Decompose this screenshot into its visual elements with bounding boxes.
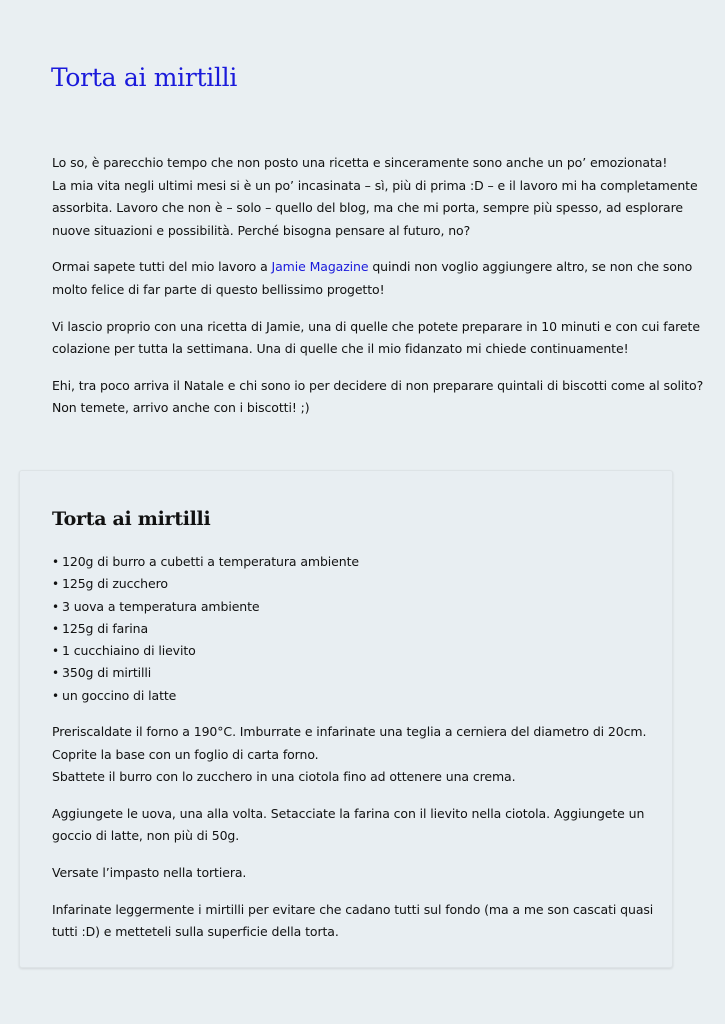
bullet-icon: • — [52, 555, 59, 569]
ingredient-text: un goccino di latte — [62, 687, 177, 703]
ingredient-text: 120g di burro a cubetti a temperatura ambiente — [62, 554, 359, 569]
text-line — [52, 256, 693, 279]
text-line: assorbita. Lavoro che non è – solo – quello del blog, ma che mi porta, sempre più spesso, ad esplorare — [52, 200, 683, 216]
text-line: Infarinate leggermente i mirtilli per evitare che cadano tutti sul fondo (ma a me son cascati quasi — [52, 901, 654, 917]
ingredient-item — [52, 618, 359, 640]
ingredient-text: 350g di mirtilli — [62, 665, 152, 681]
bullet-icon: • — [52, 621, 59, 636]
text-line: Aggiungete le uova, una alla volta. Setacciate la farina con il lievito nella ciotola. Aggiungete un — [52, 805, 645, 821]
ingredient-item — [52, 640, 359, 662]
recipe-title: Torta ai mirtilli — [52, 508, 211, 530]
ingredient-item — [52, 551, 359, 573]
bullet-icon: • — [52, 644, 59, 659]
article-intro — [52, 152, 704, 434]
intro-paragraph-3 — [52, 316, 700, 361]
bullet-icon: • — [52, 577, 59, 592]
ingredient-item — [52, 685, 359, 707]
recipe-steps — [52, 721, 652, 958]
text-line: Vi lascio proprio con una ricetta di Jamie, una di quelle che potete preparare in 10 minuti e con cui farete — [52, 318, 700, 334]
ingredient-item — [52, 662, 359, 684]
text-line: Preriscaldate il forno a 190°C. Imburrate e infarinate una teglia a cerniera del diametro di 20cm. — [52, 724, 647, 739]
ingredient-list — [52, 551, 359, 707]
text-line: nuove situazioni e possibilità. Perché bisogna pensare al futuro, no? — [52, 222, 471, 238]
text-line: Coprite la base con un foglio di carta forno. — [52, 746, 319, 762]
text-line: Lo so, è parecchio tempo che non posto una ricetta e sinceramente sono anche un po’ emozionata! — [52, 155, 668, 170]
step-paragraph-3 — [52, 862, 652, 885]
ingredient-text: 3 uova a temperatura ambiente — [62, 598, 260, 614]
bullet-icon: • — [52, 599, 59, 614]
ingredient-text: 125g di farina — [62, 620, 149, 636]
text-line: molto felice di far parte di questo bellissimo progetto! — [52, 281, 385, 297]
text-fragment: Ormai sapete tutti del mio lavoro a — [52, 259, 272, 275]
text-line: Ehi, tra poco arriva il Natale e chi sono io per decidere di non preparare quintali di biscotti come al solito? — [52, 377, 704, 393]
ingredient-item — [52, 596, 359, 618]
step-paragraph-2 — [52, 803, 652, 848]
text-fragment: quindi non voglio aggiungere altro, se non che sono — [368, 259, 693, 275]
step-paragraph-1 — [52, 721, 652, 789]
text-line: La mia vita negli ultimi mesi si è un po’ incasinata – sì, più di prima :D – e il lavoro mi ha completamente — [52, 177, 698, 193]
text-line: goccio di latte, non più di 50g. — [52, 828, 240, 844]
text-line: Versate l’impasto nella tortiera. — [52, 864, 247, 880]
text-line: colazione per tutta la settimana. Una di quelle che il mio fidanzato mi chiede continuamente! — [52, 341, 629, 357]
intro-paragraph-2 — [52, 256, 693, 301]
bullet-icon: • — [52, 688, 59, 703]
ingredient-item — [52, 573, 359, 595]
jamie-magazine-link[interactable]: Jamie Magazine — [271, 259, 369, 275]
step-paragraph-4 — [52, 899, 652, 944]
bullet-icon: • — [52, 666, 59, 681]
text-line: tutti :D) e metteteli sulla superficie della torta. — [52, 924, 339, 940]
ingredient-text: 1 cucchiaino di lievito — [62, 643, 196, 659]
intro-paragraph-4 — [52, 375, 704, 420]
text-line: Sbattete il burro con lo zucchero in una ciotola fino ad ottenere una crema. — [52, 769, 516, 785]
ingredient-text: 125g di zucchero — [62, 576, 168, 592]
text-line: Non temete, arrivo anche con i biscotti! ;) — [52, 400, 310, 416]
intro-paragraph-1 — [52, 152, 698, 242]
article-title: Torta ai mirtilli — [51, 63, 238, 92]
recipe-card — [19, 470, 673, 968]
